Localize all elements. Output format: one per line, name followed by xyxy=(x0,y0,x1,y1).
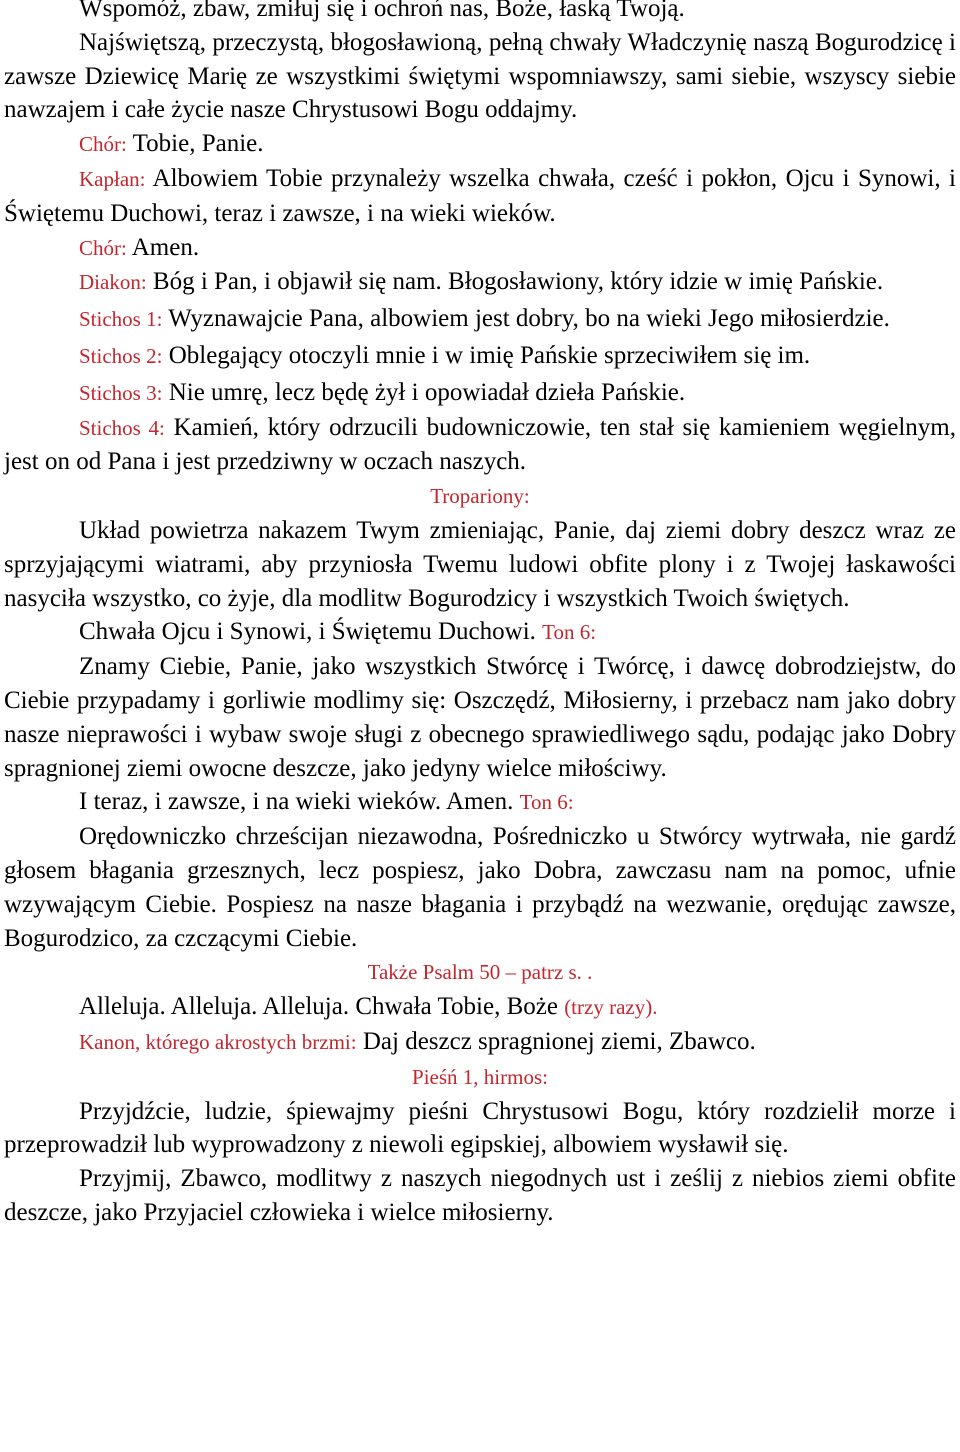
speaker-label: Stichos 4: xyxy=(79,415,165,440)
speaker-label: Chór: xyxy=(79,132,127,157)
tone-label: Ton 6: xyxy=(519,790,574,815)
document-page xyxy=(4,0,956,1230)
speaker-label: Stichos 1: xyxy=(79,307,163,332)
section-heading: Tropariony: xyxy=(430,484,530,509)
line-deacon xyxy=(4,265,956,300)
line-stichos-2 xyxy=(4,339,956,374)
speaker-text: Wyznawajcie Pana, albowiem jest dobry, bo na wieki Jego miłosierdzie. xyxy=(168,305,890,333)
paragraph-theotokion xyxy=(4,820,956,955)
speaker-text: Kamień, który odrzucili budowniczowie, ten stał się kamieniem węgielnym, jest on od Pana i jest przedziwny w oczach naszych. xyxy=(4,413,956,476)
speaker-text: Albowiem Tobie przynależy wszelka chwała, cześć i pokłon, Ojcu i Synowi, i Świętemu Duchowi, teraz i zawsze, i na wieki wieków. xyxy=(4,164,956,227)
paragraph-text: I teraz, i zawsze, i na wieki wieków. Amen. xyxy=(79,788,514,816)
line-priest xyxy=(4,162,956,231)
section-heading: Także Psalm 50 – patrz s. . xyxy=(367,960,593,985)
rubric-note: (trzy razy). xyxy=(564,995,658,1020)
line-now-and-ever xyxy=(4,785,956,820)
line-choir-1 xyxy=(4,127,956,162)
speaker-text: Oblegający otoczyli mnie i w imię Pańskie sprzeciwiłem się im. xyxy=(168,341,811,369)
paragraph-text: Przyjmij, Zbawco, modlitwy z naszych niegodnych ust i ześlij z niebios ziemi obfite deszcze, jako Przyjaciel człowieka i wielce miłosierny. xyxy=(4,1165,956,1226)
speaker-text: Bóg i Pan, i objawił się nam. Błogosławiony, który idzie w imię Pańskie. xyxy=(152,268,884,296)
paragraph-troparion-2 xyxy=(4,650,956,785)
speaker-label: Kapłan: xyxy=(79,166,146,191)
paragraph-text: Alleluja. Alleluja. Alleluja. Chwała Tobie, Boże xyxy=(79,993,558,1021)
speaker-text: Tobie, Panie. xyxy=(132,130,264,158)
speaker-label: Kanon, którego akrostych brzmi: xyxy=(79,1029,357,1054)
paragraph-prayer-2 xyxy=(4,26,956,127)
paragraph-text: Najświętszą, przeczystą, błogosławioną, pełną chwały Władczynię naszą Bogurodzicę i zawsze Dziewicę Marię ze wszystkimi świętymi wspomniawszy, sami siebie, wszyscy siebie nawzajem i całe życie nasze Chrystusowi Bogu oddajmy. xyxy=(4,28,956,124)
paragraph-text: Chwała Ojcu i Synowi, i Świętemu Duchowi. xyxy=(79,618,536,646)
paragraph-text: Układ powietrza nakazem Twym zmieniając, Panie, daj ziemi dobry deszcz wraz ze sprzyjającymi wiatrami, aby przyniosła Twemu ludowi obfite plony i z Twojej łaskawości nasyciła wszystko, co żyje, dla modlitw Bogurodzicy i wszystkich Twoich świętych. xyxy=(4,516,956,612)
paragraph-text: Przyjdźcie, ludzie, śpiewajmy pieśni Chrystusowi Bogu, który rozdzielił morze i przeprowadził lub wyprowadzony z niewoli egipskiej, albowiem wysławił się. xyxy=(4,1097,956,1159)
paragraph-troparion-1 xyxy=(4,514,956,615)
paragraph-text: Znamy Ciebie, Panie, jako wszystkich Stwórcę i Twórcę, i dawcę dobrodziejstw, do Ciebie przypadamy i gorliwie modlimy się: Oszczędź, Miłosierny, i przebacz nam jako dobry nasze nieprawości i wybaw swoje sługi z obecnego sprawiedliwego sądu, podając jako Dobry spragnionej ziemi owocne deszcze, jako jedyny wielce miłościwy. xyxy=(4,653,956,782)
section-heading: Pieśń 1, hirmos: xyxy=(412,1064,548,1089)
speaker-text: Amen. xyxy=(131,233,200,261)
paragraph-hirmos xyxy=(4,1095,956,1163)
speaker-label: Chór: xyxy=(79,235,127,260)
line-choir-2 xyxy=(4,231,956,266)
tone-label: Ton 6: xyxy=(542,620,597,645)
speaker-text: Nie umrę, lecz będę żył i opowiadał dzieła Pańskie. xyxy=(168,378,686,406)
heading-ode-1 xyxy=(4,1060,956,1095)
heading-troparia xyxy=(4,479,956,514)
speaker-label: Diakon: xyxy=(79,270,147,295)
line-canon-acrostic xyxy=(4,1025,956,1060)
speaker-text: Daj deszcz spragnionej ziemi, Zbawco. xyxy=(362,1027,756,1055)
line-stichos-4 xyxy=(4,411,956,480)
speaker-label: Stichos 2: xyxy=(79,343,163,368)
heading-psalm-50 xyxy=(4,955,956,990)
paragraph-prayer-1 xyxy=(4,0,956,26)
line-alleluia xyxy=(4,990,956,1025)
line-stichos-1 xyxy=(4,302,956,337)
paragraph-text: Orędowniczko chrześcijan niezawodna, Pośredniczko u Stwórcy wytrwała, nie gardź głosem błagania grzesznych, lecz pospiesz, jako Dobra, zawczasu nam na pomoc, ufnie wzywającym Ciebie. Pospiesz na nasze błagania i przybądź na wezwanie, orędując zawsze, Bogurodzico, za czczącymi Ciebie. xyxy=(4,823,956,952)
paragraph-text: Wspomóż, zbaw, zmiłuj się i ochroń nas, Boże, łaską Twoją. xyxy=(79,0,685,22)
line-glory xyxy=(4,615,956,650)
paragraph-troparion-ode-1 xyxy=(4,1162,956,1230)
line-stichos-3 xyxy=(4,376,956,411)
speaker-label: Stichos 3: xyxy=(79,380,163,405)
